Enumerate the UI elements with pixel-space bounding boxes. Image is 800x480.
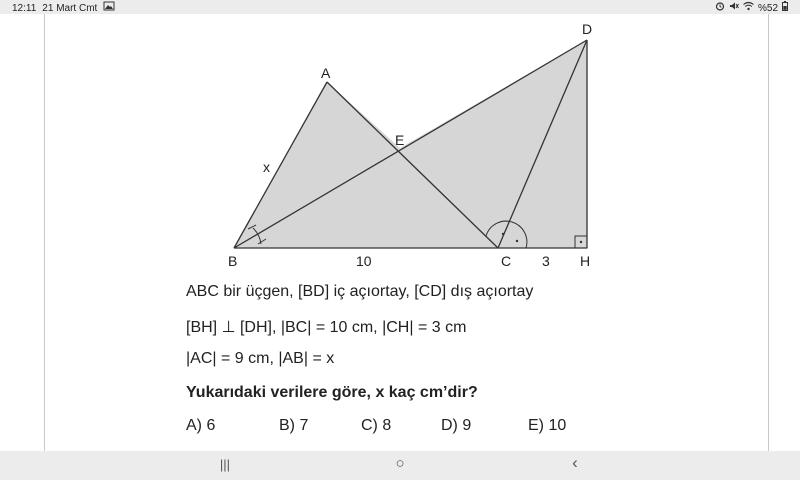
wifi-icon	[743, 1, 754, 15]
question-line-1: ABC bir üçgen, [BD] iç açıortay, [CD] dış açıortay	[186, 283, 534, 300]
battery-icon	[782, 1, 788, 15]
gallery-icon	[103, 1, 115, 15]
mute-icon	[729, 1, 739, 15]
home-button[interactable]	[392, 457, 408, 470]
question-prompt: Yukarıdaki verilere göre, x kaç cm’dir?	[186, 384, 478, 401]
date: 21 Mart Cmt	[42, 2, 98, 14]
angle-c-dot-2	[516, 240, 518, 242]
question-line-3: |AC| = 9 cm, |AB| = x	[186, 350, 335, 367]
recents-icon: |||	[219, 457, 231, 472]
choice-b: B) 7	[279, 417, 309, 434]
right-angle-h-dot	[580, 241, 582, 243]
label-x: x	[263, 159, 270, 175]
choice-a: A) 6	[186, 417, 216, 434]
battery-level: %52	[757, 2, 778, 14]
back-button[interactable]	[568, 453, 582, 472]
navigation-bar	[0, 451, 800, 480]
label-ch: 3	[542, 253, 550, 269]
choice-c: C) 8	[361, 417, 392, 434]
page-margin-right	[768, 14, 769, 451]
geometry-figure	[200, 14, 620, 274]
label-a: A	[321, 65, 331, 81]
alarm-icon	[715, 1, 725, 15]
label-b: B	[228, 253, 238, 269]
clock: 12:11	[12, 2, 37, 14]
label-c: C	[501, 253, 512, 269]
label-bc: 10	[356, 253, 372, 269]
label-h: H	[580, 253, 591, 269]
choice-e: E) 10	[528, 417, 567, 434]
label-d: D	[582, 21, 593, 37]
question-line-2: [BH] ⊥ [DH], |BC| = 10 cm, |CH| = 3 cm	[186, 319, 467, 336]
answer-choices	[186, 417, 606, 437]
choice-d: D) 9	[441, 417, 472, 434]
angle-c-dot-1	[502, 233, 504, 235]
label-e: E	[395, 132, 405, 148]
recents-button[interactable]	[218, 458, 232, 471]
page-margin-left	[44, 14, 45, 451]
back-icon: ‹	[572, 453, 578, 472]
status-bar	[0, 0, 800, 14]
home-icon: ○	[395, 455, 405, 472]
